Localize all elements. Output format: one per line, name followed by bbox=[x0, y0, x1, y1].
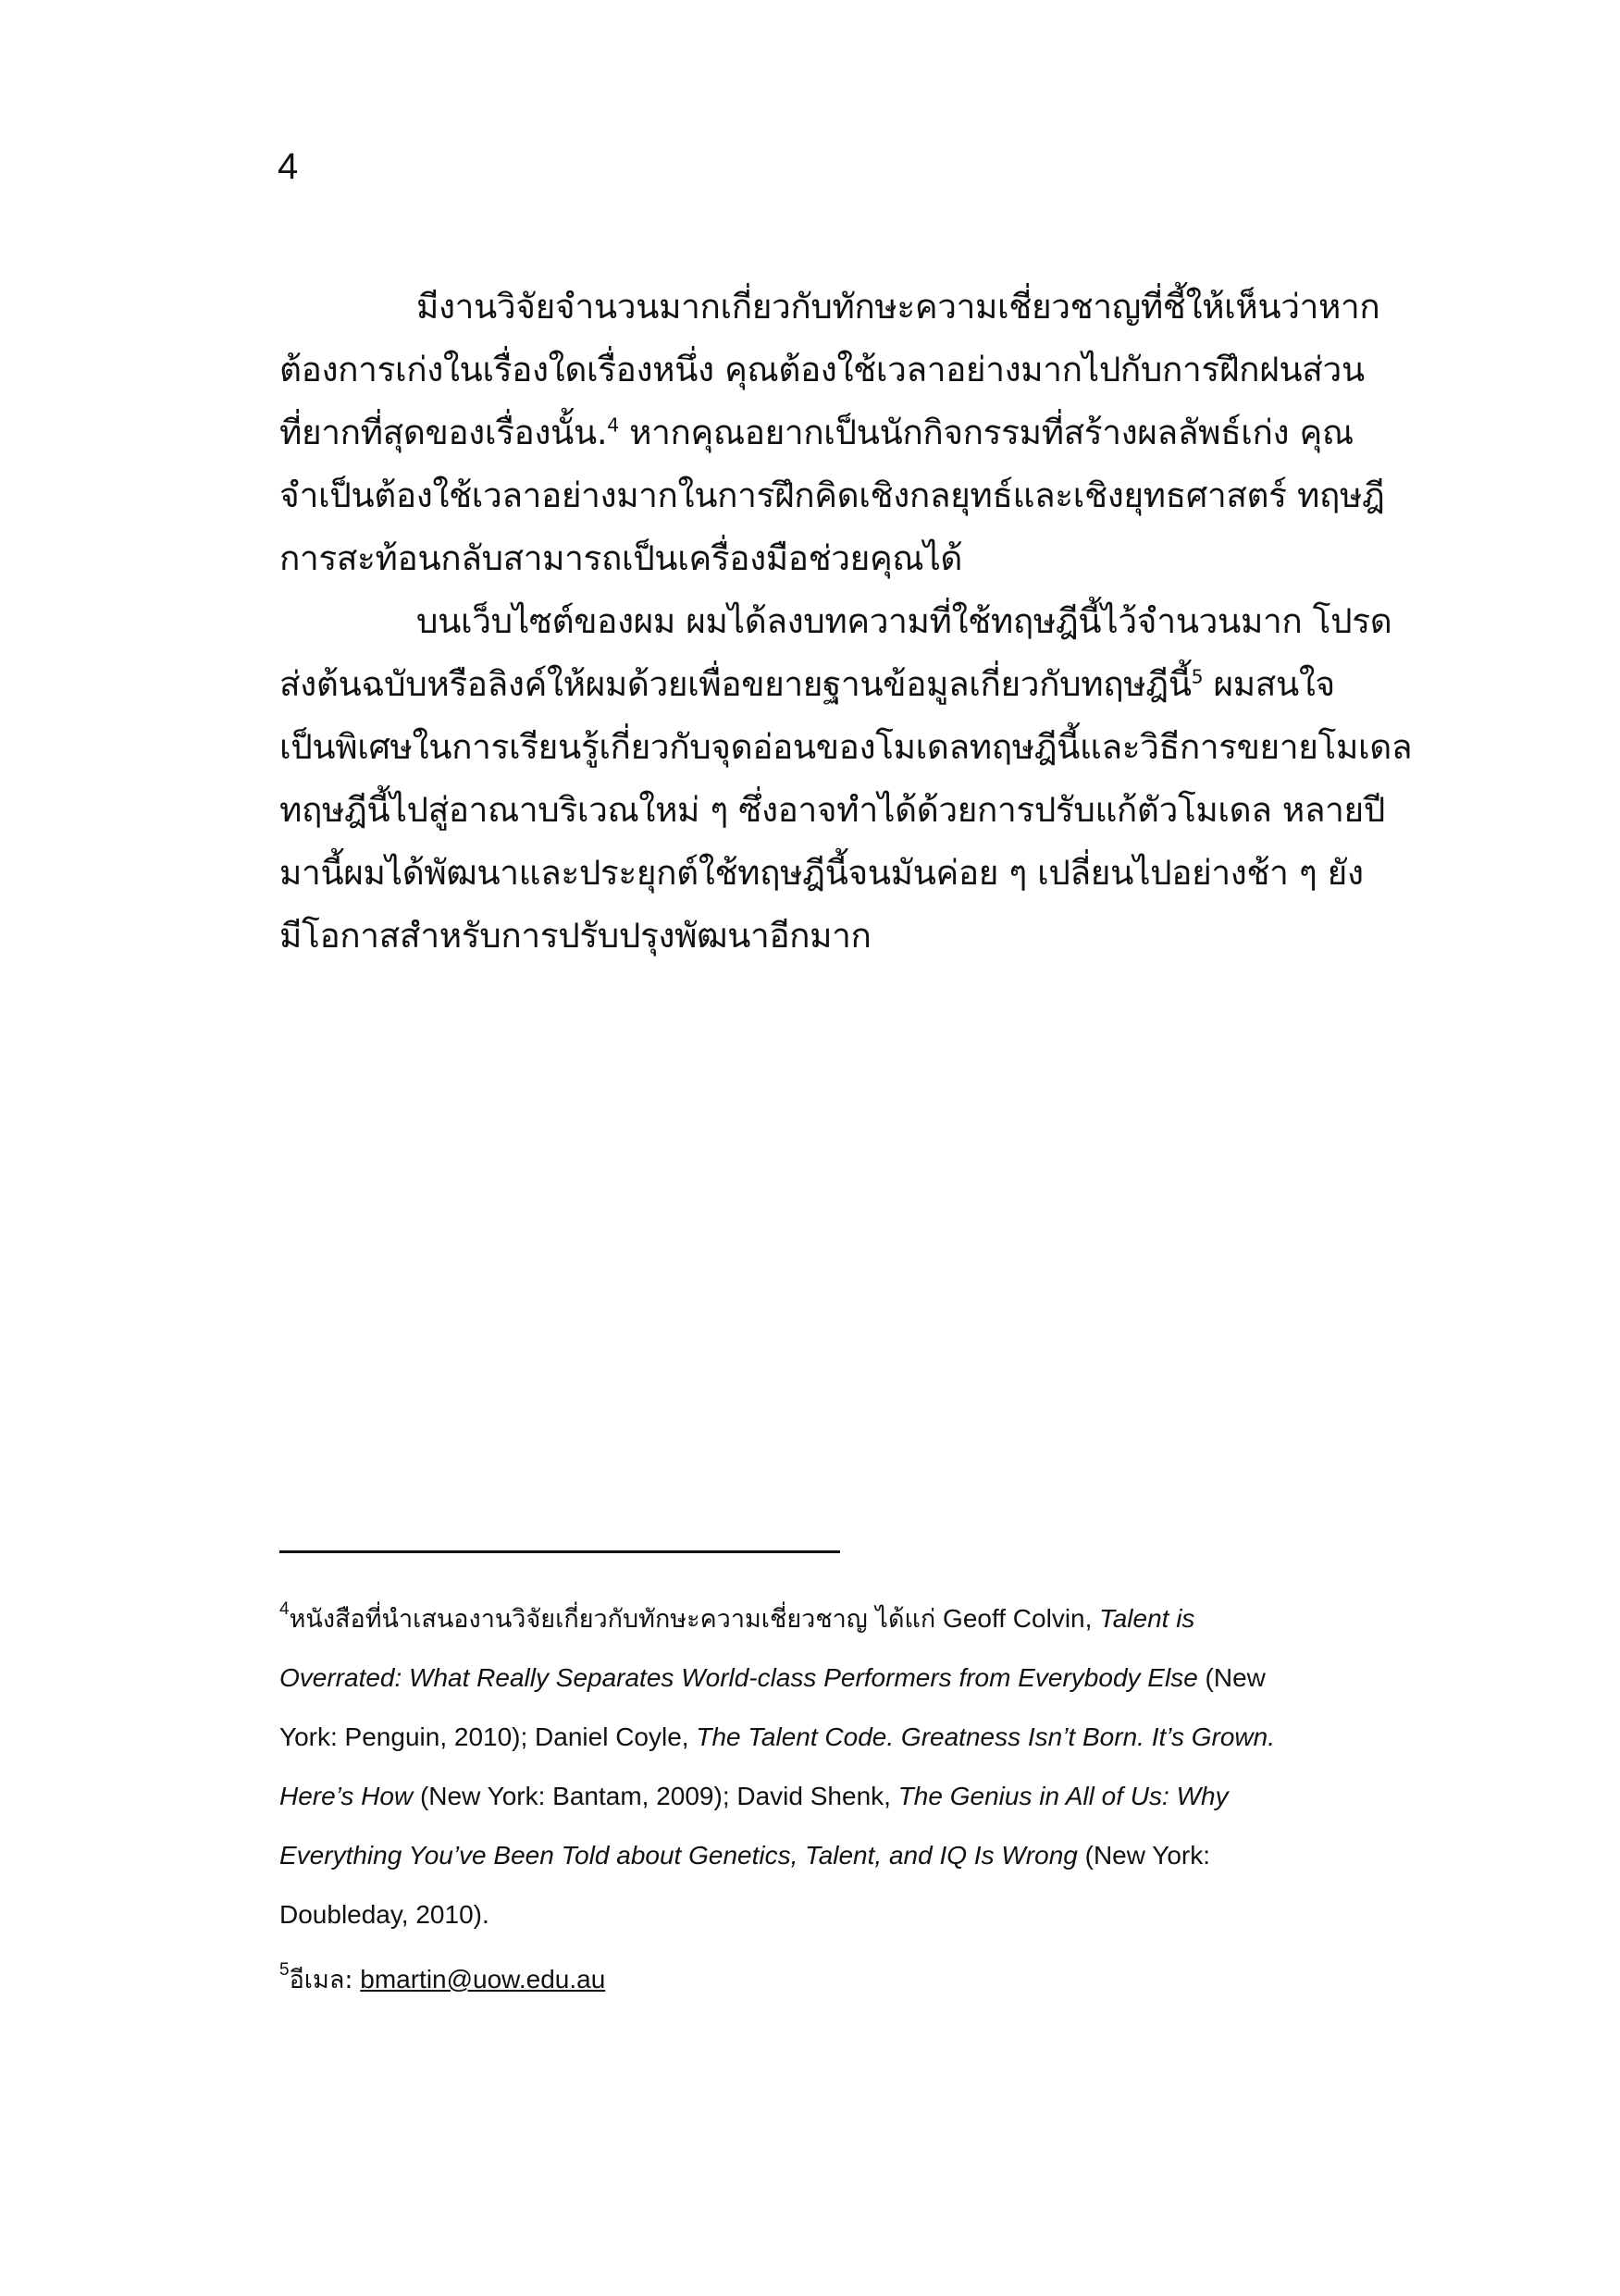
footnote-4 bbox=[279, 1589, 1354, 1944]
paragraph-2-line-3: เป็นพิเศษในการเรียนรู้เกี่ยวกับจุดอ่อนของโมเดลทฤษฎีนี้และวิธีการขยายโมเดล bbox=[279, 727, 1413, 767]
paragraph-1-line-2: ต้องการเก่งในเรื่องใดเรื่องหนึ่ง คุณต้องใช้เวลาอย่างมากไปกับการฝึกฝนส่วน bbox=[279, 350, 1365, 389]
paragraph-1-line-1: มีงานวิจัยจำนวนมากเกี่ยวกับทักษะความเชี่ยวชาญที่ชี้ให้เห็นว่าหาก bbox=[416, 287, 1380, 327]
paragraph-1-line-5: การสะท้อนกลับสามารถเป็นเครื่องมือช่วยคุณได้ bbox=[279, 538, 963, 578]
footnotes bbox=[279, 1589, 1354, 2009]
paragraph-2-line-5: มานี้ผมได้พัฒนาและประยุกต์ใช้ทฤษฎีนี้จนมันค่อย ๆ เปลี่ยนไปอย่างช้า ๆ ยัง bbox=[279, 853, 1364, 893]
footnote-5 bbox=[279, 1950, 1354, 2009]
footnote-ref-4[interactable]: 4 bbox=[607, 414, 619, 437]
paragraph-1-line-3: ที่ยากที่สุดของเรื่องนั้น.$^4$ หากคุณอยากเป็นนักกิจกรรมที่สร้างผลลัพธ์เก่ง คุณ bbox=[279, 413, 1354, 452]
footnote-ref-5[interactable]: 5 bbox=[1191, 665, 1204, 688]
body-text bbox=[279, 276, 1413, 968]
email-link[interactable]: bmartin@uow.edu.au bbox=[360, 1965, 606, 1994]
paragraph-2-line-2: ส่งต้นฉบับหรือลิงค์ให้ผมด้วยเพื่อขยายฐานข้อมูลเกี่ยวกับทฤษฎีนี้$^5$ ผมสนใจ bbox=[279, 664, 1335, 704]
footnote-4-line-3: York: Penguin, 2010); Daniel Coyle, The Talent Code. Greatness Isn’t Born. It’s Grown. bbox=[279, 1722, 1275, 1751]
footnote-4-line-6: Doubleday, 2010). bbox=[279, 1900, 489, 1929]
paragraph-1-line-4: จำเป็นต้องใช้เวลาอย่างมากในการฝึกคิดเชิงกลยุทธ์และเชิงยุทธศาสตร์ ทฤษฎี bbox=[279, 475, 1385, 515]
footnote-mark-4: 4 bbox=[279, 1599, 290, 1619]
paragraph-2-line-6: มีโอกาสสำหรับการปรับปรุงพัฒนาอีกมาก bbox=[279, 916, 872, 956]
footnote-4-line-5: Everything You’ve Been Told about Genetics, Talent, and IQ Is Wrong (New York: bbox=[279, 1841, 1211, 1870]
footnote-4-line-1: $^4$หนังสือที่นำเสนองานวิจัยเกี่ยวกับทักษะความเชี่ยวชาญ ได้แก่ Geoff Colvin, Talent is bbox=[279, 1599, 1195, 1634]
footnote-mark-5: 5 bbox=[279, 1960, 290, 1980]
page-number: 4 bbox=[278, 146, 299, 187]
footnote-4-line-2: Overrated: What Really Separates World-class Performers from Everybody Else (New bbox=[279, 1663, 1266, 1692]
footnote-separator bbox=[279, 1550, 840, 1553]
footnote-5-thai-intro: อีเมล: bbox=[289, 1966, 353, 1994]
footnote-4-line-4: Here’s How (New York: Bantam, 2009); David Shenk, The Genius in All of Us: Why bbox=[279, 1782, 1229, 1810]
paragraph-2-line-1: บนเว็บไซต์ของผม ผมได้ลงบทความที่ใช้ทฤษฎีนี้ไว้จำนวนมาก โปรด bbox=[416, 601, 1392, 641]
footnote-4-thai-intro: หนังสือที่นำเสนองานวิจัยเกี่ยวกับทักษะความเชี่ยวชาญ ได้แก่ bbox=[289, 1605, 936, 1634]
paragraph-2-line-4: ทฤษฎีนี้ไปสู่อาณาบริเวณใหม่ ๆ ซึ่งอาจทำได้ด้วยการปรับแก้ตัวโมเดล หลายปี bbox=[279, 790, 1385, 830]
footnote-5-line-1 bbox=[279, 1950, 1354, 2009]
